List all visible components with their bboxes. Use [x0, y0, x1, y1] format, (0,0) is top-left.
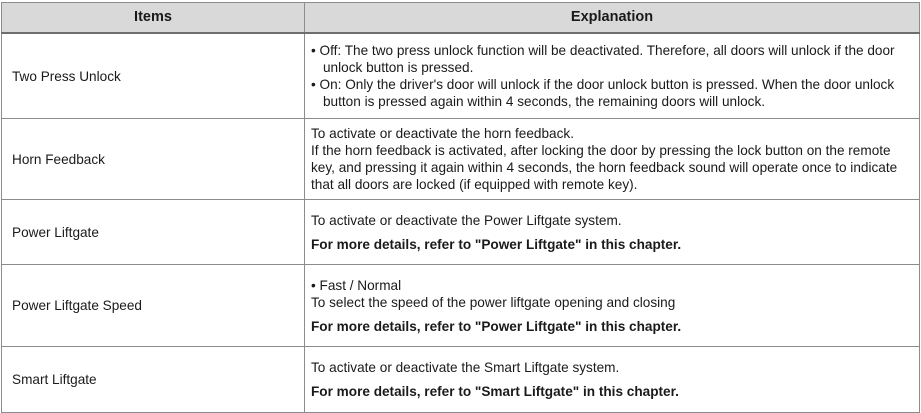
header-explanation: Explanation [305, 3, 920, 34]
explanation-line: To activate or deactivate the horn feedback. [311, 126, 574, 141]
explanation-cell [305, 119, 920, 200]
settings-table [1, 2, 920, 413]
reference-note: For more details, refer to "Smart Liftgate" in this chapter. [311, 384, 679, 399]
explanation-cell [305, 265, 920, 347]
explanation-line: To activate or deactivate the Smart Liftgate system. [311, 360, 620, 375]
reference-note: For more details, refer to "Power Liftgate" in this chapter. [311, 318, 682, 334]
explanation-cell [305, 33, 920, 119]
header-row [2, 3, 920, 34]
explanation-line: • Fast / Normal [311, 277, 402, 293]
explanation-line: • Off: The two press unlock function will be deactivated. Therefore, all doors will unlock if the door unlock button is pressed. [311, 43, 895, 75]
explanation-line: If the horn feedback is activated, after locking the door by pressing the lock button on the remote key, and pressing it again within 4 seconds, the horn feedback sound will operate once to indicate that all doors are locked (if equipped with remote key). [311, 143, 898, 192]
reference-note: For more details, refer to "Power Liftgate" in this chapter. [311, 236, 682, 252]
item-cell: Two Press Unlock [2, 33, 305, 119]
header-items: Items [2, 3, 305, 34]
item-cell: Power Liftgate Speed [2, 265, 305, 347]
table-row [2, 33, 920, 119]
explanation-line: • On: Only the driver's door will unlock if the door unlock button is pressed. When the door unlock button is pressed again within 4 seconds, the remaining doors will unlock. [311, 77, 895, 109]
table-row [2, 200, 920, 265]
explanation-cell [305, 347, 920, 413]
explanation-line: To select the speed of the power liftgate opening and closing [311, 294, 676, 310]
table-row [2, 119, 920, 200]
item-cell: Power Liftgate [2, 200, 305, 265]
item-cell: Horn Feedback [2, 119, 305, 200]
table-row [2, 347, 920, 413]
table-row [2, 265, 920, 347]
explanation-line: To activate or deactivate the Power Liftgate system. [311, 212, 622, 228]
item-cell: Smart Liftgate [2, 347, 305, 413]
explanation-cell [305, 200, 920, 265]
